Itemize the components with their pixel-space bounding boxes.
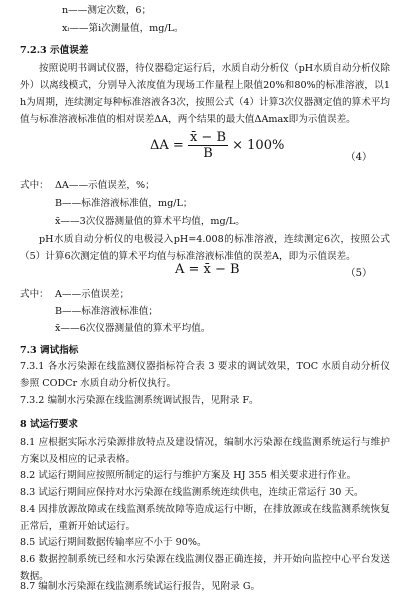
section-heading-7-2-3: 7.2.3 示值误差 bbox=[20, 45, 89, 56]
formula-4-denominator: B bbox=[203, 146, 213, 161]
section-heading-8: 8 试运行要求 bbox=[20, 419, 78, 430]
paragraph-ph-method: pH水质自动分析仪的电极浸入pH=4.008的标准溶液，连续测定6次，按照公式（5）计算6次测定值的算术平均值与标准溶液标准值的误差A，即为示值误差。 bbox=[20, 234, 390, 262]
def-xbar-6: x̄——6次仪器测量值的算术平均值。 bbox=[55, 323, 211, 334]
paragraph-calibration-method: 按照说明书调试仪器，待仪器稳定运行后，水质自动分析仪（pH水质自动分析仪除外）以离线模式，分别导入浓度值为现场工作量程上限值20%和80%的标准溶液，以1 h为周期，连续测定每种标准溶液各3次，按照公式（4）计算3次仪器测定值的算术平均值与标准溶液标准值的相对误差ΔA，两个结果的最大值ΔAmax即为示值误差。 bbox=[20, 63, 390, 125]
item-8-2: 8.2 试运行期间应按照所制定的运行与维护方案及 HJ 355 相关要求进行作业。 bbox=[20, 470, 357, 481]
formula-4 bbox=[150, 130, 284, 161]
xi-definition: xᵢ——第i次测量值，mg/L。 bbox=[62, 23, 184, 34]
item-8-7: 8.7 编制水污染源在线监测系统试运行报告，见附录 G。 bbox=[20, 581, 261, 592]
formula-5: A = x̄ − B bbox=[175, 262, 240, 277]
where-label-4: 式中： bbox=[20, 180, 49, 191]
item-7-3-1: 7.3.1 各水污染源在线监测仪器指标符合表 3 要求的调试效果，TOC 水质自动分析仪参照 CODCr 水质自动分析仪执行。 bbox=[20, 361, 390, 389]
def-delta-a: ΔA——示值误差，%； bbox=[55, 180, 155, 191]
n-definition: n——测定次数，6； bbox=[62, 5, 152, 16]
def-b-5: B——标准溶液标准值； bbox=[55, 306, 158, 317]
section-heading-7-3: 7.3 调试指标 bbox=[20, 345, 79, 356]
def-xbar-3: x̄——3次仪器测量值的算术平均值，mg/L。 bbox=[55, 216, 245, 227]
def-a: A——示值误差； bbox=[55, 289, 130, 300]
formula-4-numerator: x̄ − B bbox=[189, 130, 226, 145]
formula-4-tail: × 100% bbox=[232, 138, 285, 153]
formula-4-lhs: ΔA = bbox=[150, 138, 184, 153]
equation-number-4: （4） bbox=[345, 152, 372, 163]
def-b: B——标准溶液标准值，mg/L； bbox=[55, 198, 193, 209]
where-label-5: 式中： bbox=[20, 289, 49, 300]
item-7-3-2: 7.3.2 编制水污染源在线监测系统调试报告，见附录 F。 bbox=[20, 395, 259, 406]
item-8-6: 8.6 数据控制系统已经和水污染源在线监测仪器正确连接，并开始向监控中心平台发送数据。 bbox=[20, 554, 390, 582]
item-8-4: 8.4 因排放源故障或在线监测系统故障等造成运行中断，在排放源或在线监测系统恢复正常后，重新开始试运行。 bbox=[20, 504, 390, 532]
item-8-3: 8.3 试运行期间应保持对水污染源在线监测系统连续供电，连续正常运行 30 天。 bbox=[20, 487, 364, 498]
formula-4-fraction bbox=[188, 130, 228, 161]
item-8-1: 8.1 应根据实际水污染源排放特点及建设情况，编制水污染源在线监测系统运行与维护方案以及相应的记录表格。 bbox=[20, 437, 390, 465]
equation-number-5: （5） bbox=[345, 268, 372, 279]
item-8-5: 8.5 试运行期间数据传输率应不小于 90%。 bbox=[20, 537, 207, 548]
